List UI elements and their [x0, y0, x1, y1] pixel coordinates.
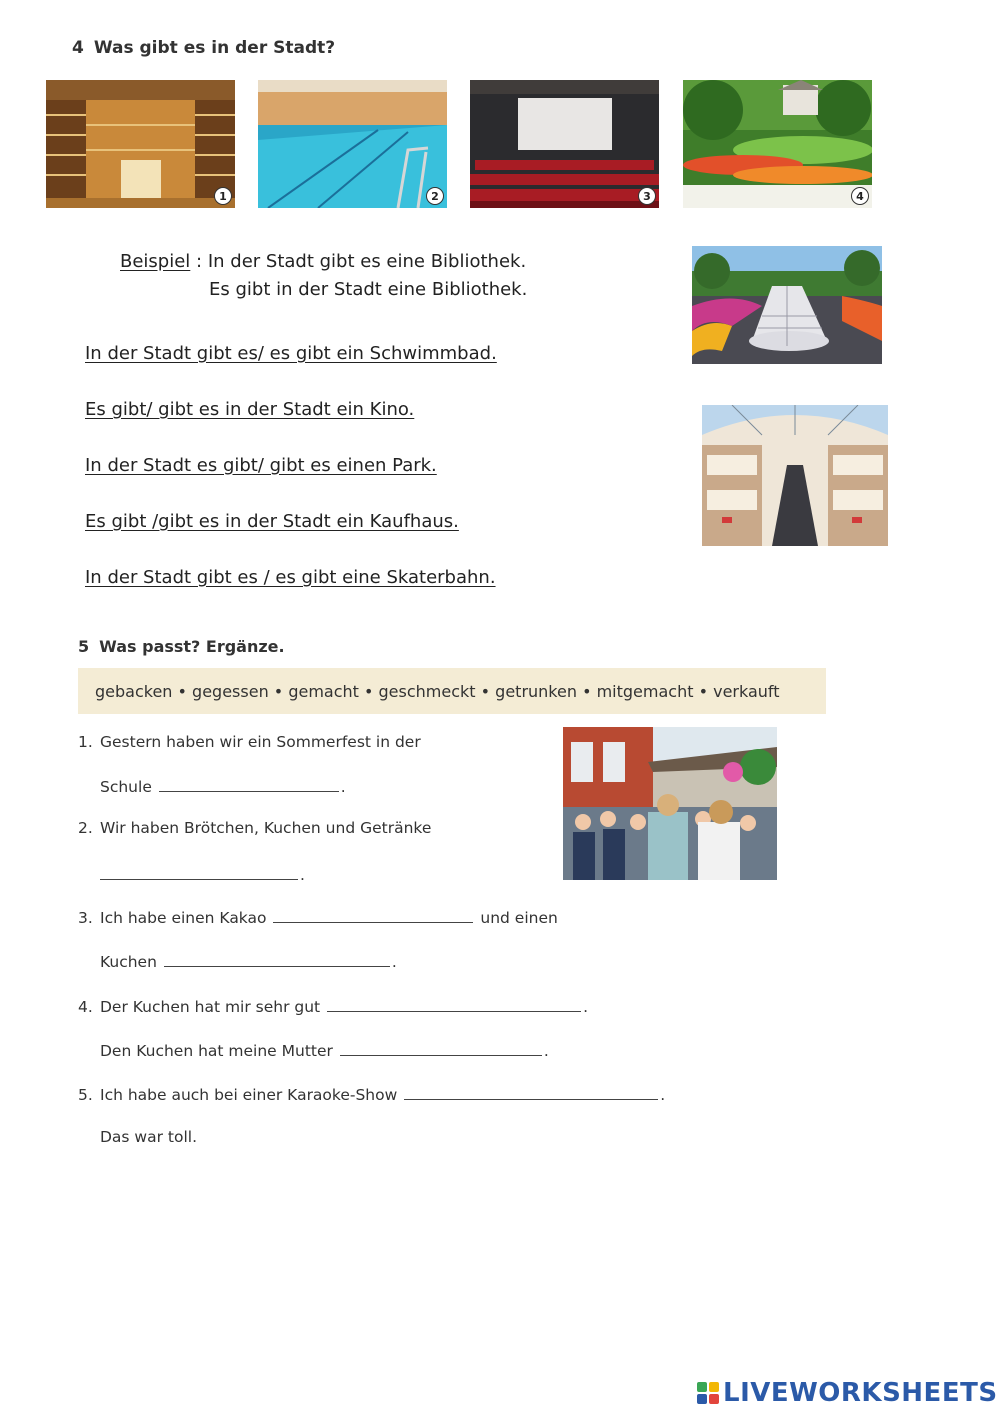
section-5-title [78, 637, 285, 656]
section-title-text: Was gibt es in der Stadt? [93, 38, 336, 58]
photo-badge: 2 [426, 187, 444, 205]
item-number: 4. [78, 998, 93, 1016]
item-number: 5. [78, 1086, 93, 1104]
photo-badge: 1 [214, 187, 232, 205]
item-number: 3. [78, 909, 93, 927]
item-punctuation: . [300, 866, 305, 884]
logo-text: LIVEWORKSHEETS [723, 1378, 998, 1408]
exercise-item-1 [78, 733, 421, 751]
word-bank-text: gebacken • gegessen • gemacht • geschmeckt • getrunken • mitgemacht • verkauft [95, 681, 780, 701]
item-text: Wir haben Brötchen, Kuchen und Getränke [100, 819, 432, 837]
skatepark-photo-icon [692, 246, 882, 364]
exercise-item-4-line-2 [100, 1041, 549, 1060]
cinema-photo-icon [470, 80, 659, 208]
exercise-item-1-line-2 [100, 777, 346, 796]
item-punctuation: . [660, 1086, 666, 1104]
answer-blank[interactable] [340, 1041, 542, 1056]
exercise-item-3-line-2 [100, 952, 397, 971]
word-bank [78, 668, 826, 714]
item-text: und einen [480, 909, 558, 927]
answer-blank[interactable] [327, 997, 581, 1012]
answer-blank[interactable] [159, 777, 339, 792]
section-4-title [72, 38, 335, 58]
item-punctuation: . [543, 1042, 549, 1060]
item-punctuation: . [583, 998, 589, 1016]
item-punctuation: . [391, 953, 397, 971]
section-number: 4 [72, 38, 84, 58]
item-text: Schule [100, 778, 152, 796]
answer-sentence-1[interactable]: In der Stadt gibt es/ es gibt ein Schwimmbad. [85, 343, 497, 364]
item-text: Der Kuchen hat mir sehr gut [100, 998, 321, 1016]
answer-blank[interactable] [273, 908, 473, 923]
exercise-item-5 [78, 1085, 665, 1104]
exercise-item-2 [78, 819, 431, 837]
item-text: Ich habe einen Kakao [100, 909, 267, 927]
library-photo-icon [46, 80, 235, 208]
school-festival-photo-icon [563, 727, 777, 880]
item-number: 1. [78, 733, 93, 751]
liveworksheets-logo [697, 1378, 998, 1408]
example-separator: : [190, 251, 208, 272]
swimming-pool-photo-icon [258, 80, 447, 208]
answer-blank[interactable] [164, 952, 390, 967]
answer-sentence-4[interactable]: Es gibt /gibt es in der Stadt ein Kaufhaus. [85, 511, 459, 532]
exercise-item-5-line-2: Das war toll. [100, 1128, 198, 1146]
answer-sentence-2[interactable]: Es gibt/ gibt es in der Stadt ein Kino. [85, 399, 415, 420]
logo-mark-icon [697, 1382, 719, 1404]
exercise-item-4 [78, 997, 588, 1016]
example-line-1 [120, 251, 526, 272]
item-text: Kuchen [100, 953, 157, 971]
answer-sentence-3[interactable]: In der Stadt es gibt/ gibt es einen Park. [85, 455, 437, 476]
item-text: Gestern haben wir ein Sommerfest in der [100, 733, 421, 751]
example-sentence-1: In der Stadt gibt es eine Bibliothek. [207, 251, 527, 272]
example-sentence-2: Es gibt in der Stadt eine Bibliothek. [209, 279, 528, 300]
answer-blank[interactable] [100, 865, 298, 880]
answer-blank[interactable] [404, 1085, 658, 1100]
answer-sentence-5[interactable]: In der Stadt gibt es / es gibt eine Skaterbahn. [85, 567, 496, 588]
photo-badge: 3 [638, 187, 656, 205]
exercise-item-3 [78, 908, 558, 927]
shopping-mall-photo-icon [702, 405, 888, 546]
photo-badge: 4 [851, 187, 869, 205]
item-number: 2. [78, 819, 93, 837]
section-number: 5 [78, 637, 90, 656]
item-text: Ich habe auch bei einer Karaoke-Show [100, 1086, 398, 1104]
example-label: Beispiel [120, 251, 191, 272]
item-punctuation: . [340, 778, 346, 796]
exercise-item-2-line-2 [100, 865, 305, 884]
item-text: Den Kuchen hat meine Mutter [100, 1042, 333, 1060]
section-title-text: Was passt? Ergänze. [99, 637, 285, 656]
park-photo-icon [683, 80, 872, 208]
